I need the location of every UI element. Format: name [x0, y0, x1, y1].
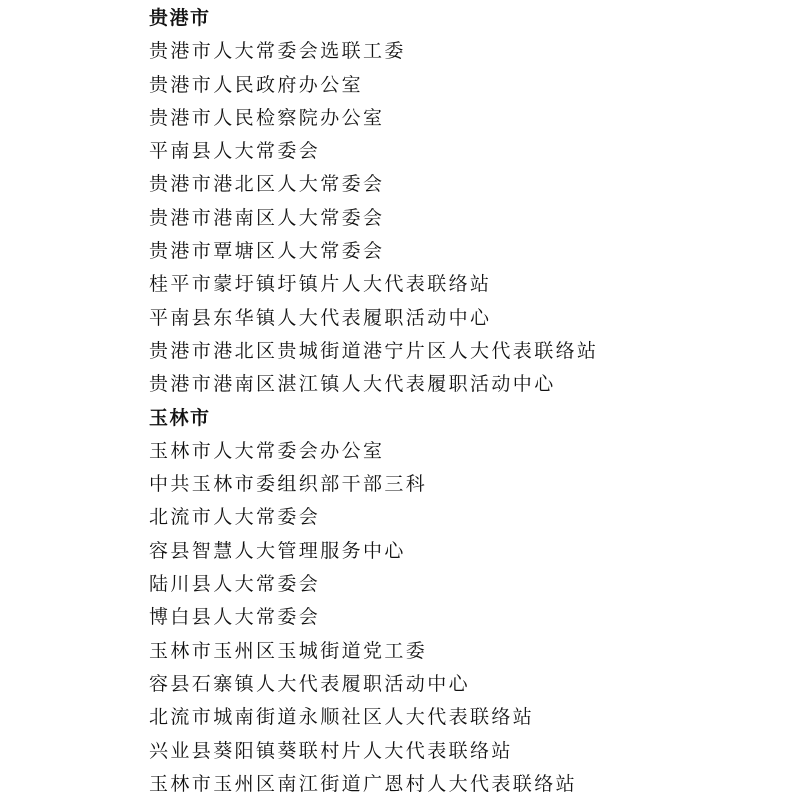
list-item: 平南县东华镇人大代表履职活动中心 — [149, 306, 492, 329]
list-item: 玉林市玉州区玉城街道党工委 — [149, 639, 428, 662]
list-item: 桂平市蒙圩镇圩镇片人大代表联络站 — [149, 273, 492, 296]
list-item: 容县石寨镇人大代表履职活动中心 — [149, 672, 471, 695]
list-item: 玉林市玉州区南江街道广恩村人大代表联络站 — [149, 772, 578, 795]
list-item: 兴业县葵阳镇葵联村片人大代表联络站 — [149, 739, 513, 762]
list-item: 陆川县人大常委会 — [149, 573, 321, 596]
list-item: 平南县人大常委会 — [149, 140, 321, 163]
list-item: 贵港市港北区人大常委会 — [149, 173, 385, 196]
list-item: 贵港市人民政府办公室 — [149, 73, 364, 96]
section-heading-yulin: 玉林市 — [149, 406, 211, 429]
section-heading-guigang: 贵港市 — [149, 7, 211, 29]
list-item: 贵港市港北区贵城街道港宁片区人大代表联络站 — [149, 339, 599, 362]
list-item: 容县智慧人大管理服务中心 — [149, 539, 406, 562]
list-item: 贵港市覃塘区人大常委会 — [149, 240, 385, 263]
list-item: 玉林市人大常委会办公室 — [149, 439, 385, 462]
list-item: 贵港市港南区人大常委会 — [149, 206, 385, 229]
list-item: 博白县人大常委会 — [149, 606, 321, 629]
list-item: 中共玉林市委组织部干部三科 — [149, 473, 428, 496]
list-item: 贵港市人大常委会选联工委 — [149, 40, 406, 63]
list-item: 北流市人大常委会 — [149, 506, 321, 529]
list-item: 贵港市港南区湛江镇人大代表履职活动中心 — [149, 373, 556, 396]
list-item: 北流市城南街道永顺社区人大代表联络站 — [149, 706, 535, 729]
list-item: 贵港市人民检察院办公室 — [149, 106, 385, 129]
document-body — [149, 2, 788, 801]
